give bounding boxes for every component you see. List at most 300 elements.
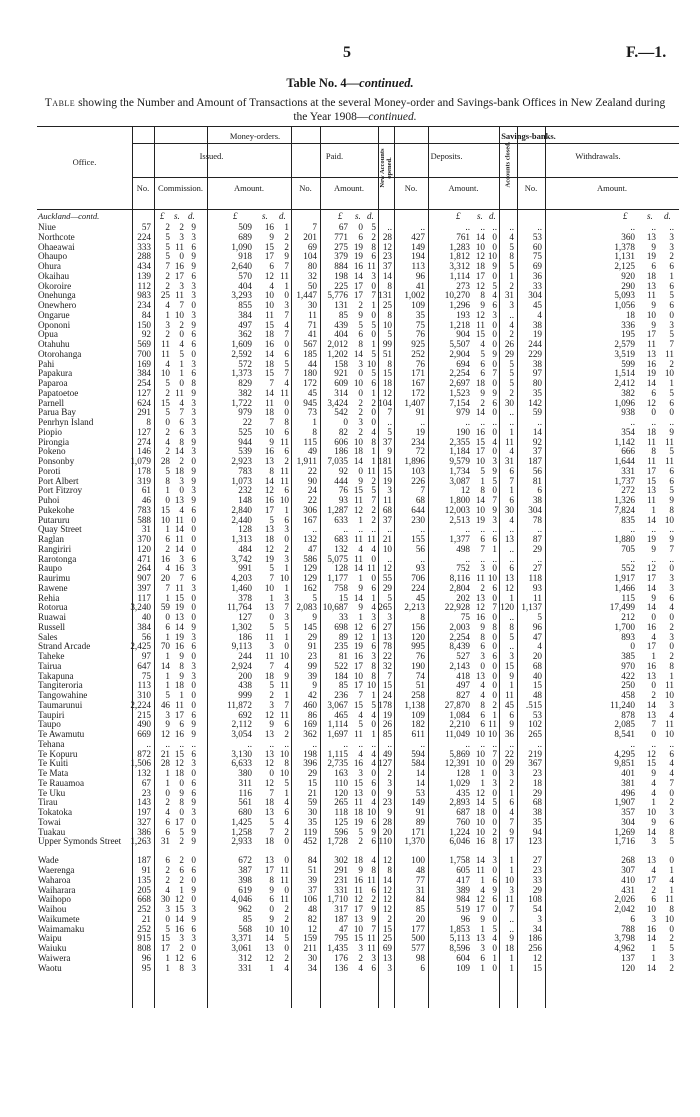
cell-value: 319 — [137, 475, 151, 486]
cell-value: 127 — [378, 758, 392, 769]
office-name: Te Mata — [38, 769, 69, 778]
cell-value: 0 — [358, 387, 363, 398]
cell-value: 2 — [669, 797, 674, 808]
cell-value: 3 — [191, 631, 196, 642]
cell-value: 4,046 — [231, 894, 252, 905]
cell-value: 5 — [509, 261, 514, 271]
cell-value: 6 — [191, 923, 196, 934]
cell-value: 13 — [646, 485, 656, 496]
cell-value: 23 — [532, 865, 542, 875]
cell-value: 706 — [411, 573, 425, 583]
cell-value: 872 — [137, 748, 151, 759]
cell-value: 14 — [646, 602, 656, 613]
cell-value: 1,378 — [614, 241, 635, 252]
cell-value: 7 — [509, 475, 514, 486]
cell-value: 1 — [358, 514, 363, 525]
cell-value: 0 — [669, 855, 674, 866]
cell-value: 9 — [269, 719, 274, 730]
cell-value: 1 — [165, 768, 170, 778]
cell-value: 0 — [371, 407, 376, 418]
cell-value: 45 — [415, 592, 425, 603]
cell-value: 190 — [411, 660, 425, 671]
cell-value: 10 — [353, 923, 363, 934]
cell-value: 1 — [165, 651, 170, 661]
cell-value: 1,700 — [614, 621, 635, 632]
cell-value: 2 — [669, 358, 674, 369]
cell-value: 1 — [651, 651, 656, 661]
cell-value: 694 — [456, 358, 470, 369]
cell-value: 5 — [371, 348, 376, 359]
cell-value: 2 — [284, 904, 289, 914]
cell-value: 11 — [505, 436, 514, 447]
cell-value: 17 — [475, 270, 485, 281]
cell-value: 11 — [175, 534, 184, 544]
office-name: Wade — [38, 856, 59, 866]
cell-value: 32 — [382, 660, 392, 671]
cell-value: 3 — [669, 807, 674, 817]
cell-value: 1 — [509, 270, 514, 281]
cell-value: 85 — [242, 913, 252, 924]
cell-value: 6 — [358, 329, 363, 340]
cell-value: 6 — [191, 504, 196, 515]
cell-value: 37 — [382, 261, 392, 271]
cell-value: 6 — [480, 719, 485, 730]
cell-value: 3 — [284, 612, 289, 622]
cell-value: 7 — [269, 573, 274, 583]
cell-value: 8 — [480, 290, 485, 301]
cell-value: 6 — [165, 855, 170, 866]
cell-value: 331 — [238, 962, 252, 973]
cell-value: 3 — [480, 563, 485, 574]
cell-value: 61 — [141, 485, 151, 496]
cell-value: 25 — [382, 300, 392, 310]
cell-value: 3 — [284, 524, 289, 535]
cell-value: 624 — [137, 397, 151, 408]
cell-value: 10 — [664, 368, 674, 379]
cell-value: 8,541 — [614, 729, 635, 739]
cell-value: 1 — [669, 865, 674, 875]
cell-value: 788 — [621, 923, 635, 934]
cell-value: 14 — [646, 378, 656, 388]
cell-value: 752 — [456, 563, 470, 574]
cell-value: 584 — [411, 758, 425, 769]
cell-value: 1,079 — [130, 456, 151, 466]
cell-value: 2 — [165, 270, 170, 281]
cell-value: 0 — [492, 670, 497, 681]
cell-value: 761 — [456, 231, 470, 242]
cell-value: 9 — [509, 933, 514, 944]
cell-value: 6 — [269, 894, 274, 905]
cell-value: 9 — [269, 913, 274, 924]
cell-value: 9,579 — [449, 456, 470, 466]
cell-value: 6 — [165, 816, 170, 827]
cell-value: 3 — [358, 943, 363, 953]
cell-value: 1 — [492, 952, 497, 963]
cell-value: 1,056 — [614, 300, 635, 310]
cell-value: 6 — [371, 251, 376, 262]
cell-value: 11 — [367, 563, 376, 574]
cell-value: 1,907 — [614, 797, 635, 808]
cell-value: 471 — [137, 553, 151, 564]
cell-value: 1 — [669, 270, 674, 281]
cell-value: 2 — [284, 456, 289, 466]
cell-value: 1 — [165, 631, 170, 642]
cell-value: 67 — [338, 222, 348, 232]
header-savings-banks: Savings-banks. — [501, 131, 556, 141]
cell-value: 396 — [303, 758, 317, 769]
cell-value: 102 — [528, 719, 542, 730]
cell-value: .. — [669, 524, 674, 535]
cell-value: 12 — [382, 884, 392, 895]
cell-value: 8 — [371, 865, 376, 875]
cell-value: 24 — [382, 690, 392, 700]
cell-value: 184 — [334, 670, 348, 681]
cell-value: 4 — [509, 319, 514, 330]
cell-value: .. — [509, 553, 514, 564]
cell-value: 0 — [651, 680, 656, 691]
cell-value: 9 — [651, 816, 656, 827]
cell-value: 10 — [475, 504, 485, 515]
header-rule — [132, 177, 678, 178]
cell-value: 81 — [338, 651, 348, 661]
cell-value: 9 — [191, 261, 196, 271]
cell-value: 1 — [284, 563, 289, 574]
cell-value: 1 — [179, 368, 184, 379]
cell-value: 252 — [137, 923, 151, 934]
cell-value: 925 — [411, 339, 425, 349]
cell-value: 1 — [509, 787, 514, 798]
cell-value: 0 — [669, 641, 674, 652]
cell-value: 5 — [284, 358, 289, 369]
cell-value: 2 — [284, 952, 289, 963]
cell-value: 17 — [353, 280, 363, 291]
cell-value: 23 — [532, 768, 542, 778]
cell-value: 12 — [475, 602, 485, 613]
cell-value: 1 — [371, 592, 376, 603]
cell-value: 9 — [480, 913, 485, 924]
cell-value: 357 — [621, 807, 635, 817]
cell-value: 219 — [528, 748, 542, 759]
cell-value: 465 — [334, 709, 348, 720]
cell-value: 7 — [284, 309, 289, 320]
cell-value: 26 — [504, 339, 514, 349]
cell-value: 185 — [303, 348, 317, 359]
cell-value: 1 — [284, 631, 289, 642]
cell-value: 9 — [284, 670, 289, 681]
cell-value: 135 — [137, 874, 151, 885]
cell-value: 3 — [669, 699, 674, 710]
cell-value: 572 — [238, 358, 252, 369]
office-name: Takapuna — [38, 671, 74, 681]
cell-value: 15 — [353, 485, 363, 496]
cell-value: 11 — [354, 797, 363, 808]
cell-value: 1,880 — [614, 534, 635, 544]
cell-value: 12 — [532, 952, 542, 963]
cell-value: 2,640 — [231, 261, 252, 271]
cell-value: 10 — [160, 368, 170, 379]
cell-value: 14 — [174, 446, 184, 457]
cell-value: 19 — [475, 514, 485, 525]
office-name: Opononi — [38, 320, 71, 330]
office-name: Parua Bay — [38, 408, 77, 418]
cell-value: 16 — [174, 261, 184, 271]
cell-value: 14 — [475, 407, 485, 418]
unit-pound: £ — [160, 211, 165, 221]
cell-value: 234 — [411, 436, 425, 447]
cell-value: 3 — [191, 309, 196, 320]
cell-value: 16 — [646, 358, 656, 369]
cell-value: 93 — [415, 563, 425, 574]
office-name: Papakura — [38, 369, 73, 379]
cell-value: 2 — [179, 855, 184, 866]
cell-value: .. — [480, 524, 485, 535]
cell-value: 20 — [415, 913, 425, 924]
cell-value: 10,270 — [444, 290, 470, 301]
cell-value: 27 — [532, 855, 542, 866]
unit-pence: d. — [188, 211, 195, 221]
cell-value: 9 — [191, 222, 196, 232]
cell-value: .. — [492, 222, 497, 232]
cell-value: 11 — [175, 387, 184, 398]
cell-value: 417 — [456, 874, 470, 885]
cell-value: 0 — [284, 836, 289, 847]
cell-value: 9 — [179, 651, 184, 661]
cell-value: 1,138 — [404, 699, 425, 710]
cell-value: 1 — [509, 962, 514, 973]
cell-value: 9 — [191, 465, 196, 476]
cell-value: 13 — [264, 524, 274, 535]
cell-value: 73 — [307, 407, 317, 418]
cell-value: 16 — [353, 758, 363, 769]
cell-value: 150 — [137, 319, 151, 330]
cell-value: 4 — [284, 816, 289, 827]
cell-value: 3,087 — [449, 475, 470, 486]
cell-value: 17,499 — [609, 602, 635, 613]
office-name: Waipu — [38, 934, 62, 944]
cell-value: 6 — [492, 894, 497, 905]
cell-value: 3 — [387, 485, 392, 496]
cell-value: 6 — [492, 534, 497, 544]
cell-value: 12 — [174, 758, 184, 769]
cell-value: 224 — [411, 582, 425, 593]
cell-value: 109 — [411, 709, 425, 720]
cell-value: 1 — [509, 485, 514, 496]
cell-value: 0 — [492, 904, 497, 914]
office-name: Ohaeawai — [38, 242, 75, 252]
cell-value: .. — [420, 524, 425, 535]
office-name: Tehana — [38, 739, 65, 749]
cell-value: 9 — [371, 904, 376, 914]
cell-value: 9 — [179, 670, 184, 681]
cell-value: 918 — [238, 251, 252, 262]
office-name: Tokatoka — [38, 808, 73, 817]
page-number: 5 — [343, 44, 351, 61]
cell-value: 0 — [651, 612, 656, 622]
cell-value: 16 — [646, 923, 656, 934]
cell-value: 5 — [387, 592, 392, 603]
cell-value: 31 — [160, 836, 170, 847]
cell-value: 5 — [371, 699, 376, 710]
cell-value: 30 — [504, 504, 514, 515]
cell-value: 1,073 — [231, 475, 252, 486]
cell-value: 3 — [165, 709, 170, 720]
office-name: Rehia — [38, 593, 60, 603]
cell-value: 1,115 — [327, 748, 348, 759]
cell-value: 970 — [621, 660, 635, 671]
cell-value: 84 — [141, 309, 151, 320]
cell-value: 23 — [307, 651, 317, 661]
office-name: Waerenga — [38, 866, 75, 875]
cell-value: 1,697 — [327, 729, 348, 739]
cell-value: 3 — [669, 319, 674, 330]
cell-value: 2 — [165, 874, 170, 885]
cell-value: 10 — [475, 826, 485, 837]
header-issued: Issued. — [199, 151, 224, 161]
cell-value: 6 — [191, 787, 196, 798]
cell-value: 3,240 — [130, 602, 151, 613]
cell-value: 0 — [669, 407, 674, 418]
cell-value: 2,083 — [296, 602, 317, 613]
cell-value: 11 — [476, 573, 485, 583]
cell-value: 11 — [265, 631, 274, 642]
cell-value: 288 — [137, 251, 151, 262]
cell-value: 497 — [456, 680, 470, 691]
cell-value: 1,447 — [296, 290, 317, 301]
cell-value: 683 — [334, 534, 348, 544]
cell-value: 3 — [191, 231, 196, 242]
cell-value: 8 — [480, 485, 485, 496]
cell-value: .. — [179, 738, 184, 749]
cell-value: 3 — [480, 651, 485, 661]
cell-value: 5 — [480, 348, 485, 359]
cell-value: 3 — [492, 855, 497, 866]
office-name: Pokeno — [38, 447, 66, 457]
cell-value: 1 — [165, 777, 170, 788]
cell-value: 187 — [528, 456, 542, 466]
cell-value: 498 — [456, 543, 470, 554]
cell-value: .. — [492, 417, 497, 427]
cell-value: 6 — [371, 641, 376, 652]
cell-value: 0 — [492, 592, 497, 603]
cell-value: 11 — [354, 553, 363, 564]
cell-value: .. — [509, 417, 514, 427]
cell-value: 18 — [475, 378, 485, 388]
cell-value: 11 — [175, 290, 184, 301]
cell-value: 16 — [264, 222, 274, 232]
cell-value: 28 — [382, 816, 392, 827]
cell-value: 290 — [621, 280, 635, 291]
cell-value: 14 — [382, 270, 392, 281]
cell-value: 1,296 — [449, 300, 470, 310]
cell-value: 606 — [334, 436, 348, 447]
cell-value: 29 — [504, 758, 514, 769]
cell-value: 1 — [165, 524, 170, 535]
cell-value: 1,734 — [449, 465, 470, 476]
cell-value: 4 — [165, 300, 170, 310]
cell-value: 49 — [382, 748, 392, 759]
cell-value: 4 — [371, 748, 376, 759]
cell-value: 577 — [411, 943, 425, 953]
cell-value: 1,002 — [404, 290, 425, 301]
cell-value: 2 — [358, 952, 363, 963]
office-name: Tangiteroria — [38, 681, 83, 691]
cell-value: 4,295 — [614, 748, 635, 759]
cell-value: 3 — [371, 952, 376, 963]
cell-value: 1,202 — [327, 348, 348, 359]
cell-value: 29 — [307, 631, 317, 642]
cell-value: 275 — [334, 241, 348, 252]
cell-value: 14 — [646, 582, 656, 593]
cell-value: 12 — [382, 894, 392, 905]
cell-value: 6 — [191, 553, 196, 564]
cell-value: 2,933 — [231, 836, 252, 847]
cell-value: .. — [420, 738, 425, 749]
cell-value: 77 — [415, 874, 425, 885]
cell-value: 155 — [411, 534, 425, 544]
cell-value: 1 — [269, 592, 274, 603]
cell-value: 0 — [371, 417, 376, 427]
cell-value: 6 — [651, 894, 656, 905]
cell-value: 4,962 — [614, 943, 635, 953]
cell-value: 45 — [307, 387, 317, 398]
cell-value: 13 — [475, 670, 485, 681]
cell-value: 273 — [456, 280, 470, 291]
cell-value: 6 — [371, 836, 376, 847]
office-name: Penrhyn Island — [38, 418, 94, 427]
cell-value: 201 — [303, 231, 317, 242]
cell-value: 4 — [492, 290, 497, 301]
cell-value: 28 — [382, 231, 392, 242]
cell-value: 1 — [179, 690, 184, 700]
cell-value: 35 — [415, 309, 425, 320]
cell-value: 19 — [532, 329, 542, 340]
cell-value: 3 — [358, 768, 363, 778]
cell-value: 4 — [669, 602, 674, 613]
cell-value: 12 — [353, 894, 363, 905]
cell-value: 3 — [284, 592, 289, 603]
office-name: Okaihau — [38, 271, 70, 281]
cell-value: 0 — [371, 573, 376, 583]
cell-value: 68 — [415, 495, 425, 505]
cell-value: 2,924 — [231, 660, 252, 671]
cell-value: 51 — [415, 680, 425, 691]
cell-value: 4 — [179, 397, 184, 408]
cell-value: 0 — [492, 631, 497, 642]
cell-value: 9 — [509, 670, 514, 681]
cell-value: .. — [146, 738, 151, 749]
cell-value: 86 — [307, 709, 317, 720]
cell-value: .. — [669, 738, 674, 749]
cell-value: 56 — [141, 631, 151, 642]
office-name: Taheke — [38, 652, 65, 661]
cell-value: 16 — [174, 563, 184, 574]
cell-value: 11 — [647, 290, 656, 301]
cell-value: 3 — [191, 933, 196, 944]
cell-value: 12 — [382, 904, 392, 914]
cell-value: 76 — [415, 329, 425, 340]
cell-value: 0 — [191, 855, 196, 866]
cell-value: .. — [509, 407, 514, 418]
cell-value: 2 — [165, 426, 170, 437]
cell-value: 80 — [307, 261, 317, 271]
cell-value: 13 — [264, 602, 274, 613]
cell-value: 5,776 — [327, 290, 348, 301]
cell-value: 1 — [371, 729, 376, 739]
cell-value: 497 — [238, 319, 252, 330]
cell-value: 17 — [264, 865, 274, 875]
cell-value: 7 — [312, 222, 317, 232]
cell-value: 17 — [646, 573, 656, 583]
